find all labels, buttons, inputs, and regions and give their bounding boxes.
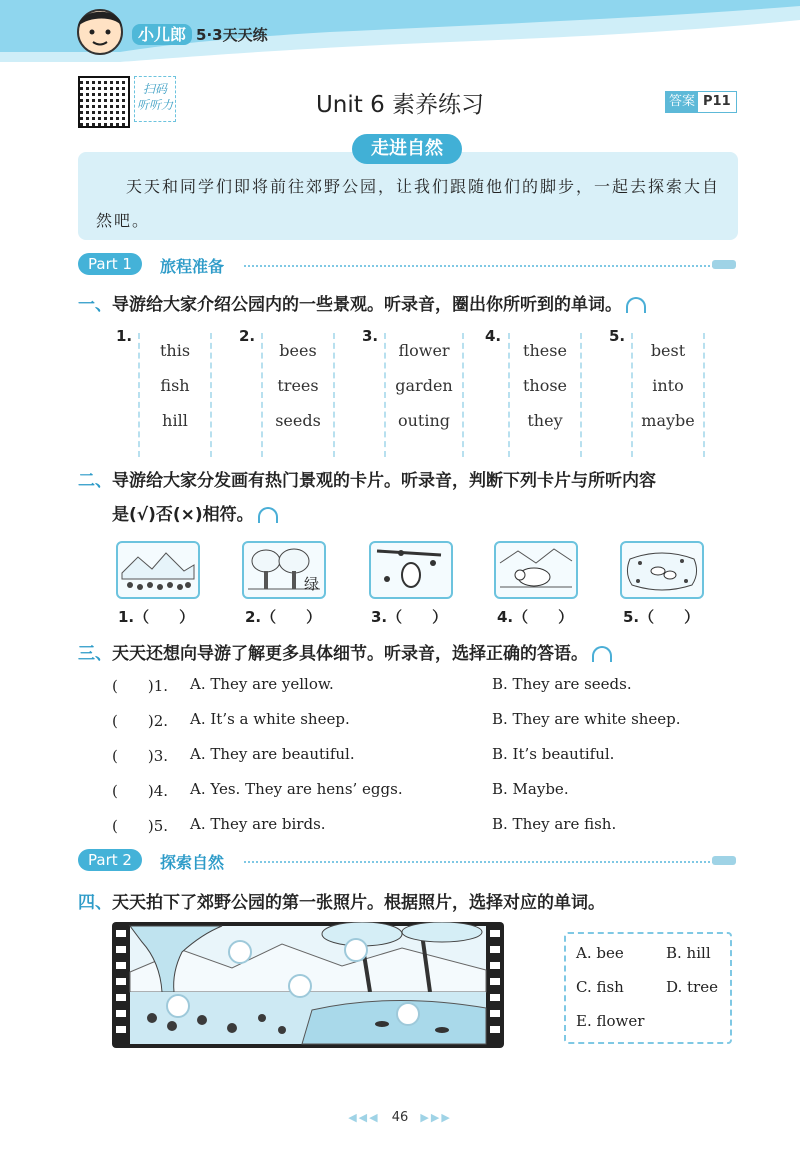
left-arrows-icon: ◀◀◀: [348, 1111, 380, 1124]
q2-answer[interactable]: 4.（ ）: [497, 608, 574, 626]
q1-text: 导游给大家介绍公园内的一些景观。听录音，圈出你所听到的单词。: [112, 295, 622, 315]
q3-option-b[interactable]: B. They are fish.: [492, 815, 617, 833]
word-option[interactable]: outing: [397, 411, 451, 430]
q2-answer[interactable]: 2.（ ）: [245, 608, 322, 626]
q1-group-num: 2.: [239, 327, 256, 345]
picture-card-fish: [620, 541, 704, 599]
intro-label: 走进自然: [352, 134, 462, 164]
page-number-text: 46: [391, 1110, 409, 1125]
picture-card-bees: [369, 541, 453, 599]
q4-prefix: 四、: [78, 893, 112, 913]
q3-num[interactable]: ( )2.: [112, 712, 169, 730]
intro-text: 天天和同学们即将前往郊野公园，让我们跟随他们的脚步，一起去探索大自然吧。: [96, 177, 721, 230]
q4-heading: [78, 888, 605, 913]
part1-name: 旅程准备: [160, 257, 225, 276]
headphones-icon[interactable]: [626, 297, 646, 313]
scan-line2: 听听力: [136, 98, 173, 112]
q3-option-a[interactable]: A. It’s a white sheep.: [190, 710, 350, 728]
q3-option-b[interactable]: B. Maybe.: [492, 780, 569, 798]
q3-option-b[interactable]: B. They are seeds.: [492, 675, 632, 693]
q3-num[interactable]: ( )5.: [112, 817, 169, 835]
word-option[interactable]: garden: [395, 376, 453, 395]
picture-card-sheep: [494, 541, 578, 599]
q3-num[interactable]: ( )3.: [112, 747, 169, 765]
part2-tag: Part 2: [78, 849, 142, 871]
header-band: [0, 0, 800, 62]
word-option[interactable]: maybe: [641, 411, 695, 430]
divider: [244, 861, 714, 863]
q1-word-card: [384, 333, 464, 457]
word-option[interactable]: hill: [162, 411, 188, 430]
q2-heading: [78, 466, 656, 491]
q1-group-num: 1.: [116, 327, 133, 345]
scan-line1: 扫码: [142, 82, 167, 96]
q1-word-card: [508, 333, 582, 457]
q4-text: 天天拍下了郊野公园的第一张照片。根据照片，选择对应的单词。: [112, 893, 605, 913]
page-title: Unit 6 素养练习: [315, 92, 485, 118]
q3-prefix: 三、: [78, 644, 112, 664]
park-photo: [112, 922, 504, 1048]
brand-main: 小儿郎: [132, 24, 192, 45]
word-option[interactable]: into: [652, 376, 684, 395]
answer-ref: [665, 91, 737, 113]
q3-option-b[interactable]: B. They are white sheep.: [492, 710, 681, 728]
q3-option-a[interactable]: A. Yes. They are hens’ eggs.: [190, 780, 403, 798]
pencil-icon: [712, 856, 736, 865]
headphones-icon[interactable]: [592, 646, 612, 662]
word-options-box: [564, 932, 732, 1044]
option-item: D. tree: [666, 978, 718, 996]
word-option[interactable]: they: [527, 411, 563, 430]
q1-word-card: [261, 333, 335, 457]
word-option[interactable]: flower: [398, 341, 450, 360]
page-number: [0, 1110, 800, 1125]
brand-sub: 5·3天天练: [196, 26, 268, 44]
q2-heading-line2: [112, 500, 278, 525]
headphones-icon[interactable]: [258, 507, 278, 523]
q1-group-num: 5.: [609, 327, 626, 345]
word-option[interactable]: fish: [160, 376, 190, 395]
q1-word-card: [631, 333, 705, 457]
answer-page: P11: [703, 94, 731, 109]
answer-label: 答案: [666, 92, 698, 112]
q1-heading: [78, 290, 646, 315]
word-option[interactable]: these: [523, 341, 567, 360]
option-item: E. flower: [576, 1012, 645, 1030]
picture-card-hill: [116, 541, 200, 599]
q2-answer[interactable]: 5.（ ）: [623, 608, 700, 626]
q3-num[interactable]: ( )4.: [112, 782, 169, 800]
q2-answer[interactable]: 3.（ ）: [371, 608, 448, 626]
word-option[interactable]: bees: [279, 341, 317, 360]
q1-word-card: [138, 333, 212, 457]
picture-card-trees: [242, 541, 326, 599]
option-item: A. bee: [576, 944, 624, 962]
word-option[interactable]: seeds: [275, 411, 321, 430]
pencil-icon: [712, 260, 736, 269]
right-arrows-icon: ▶▶▶: [420, 1111, 452, 1124]
q3-option-a[interactable]: A. They are birds.: [190, 815, 326, 833]
q3-num[interactable]: ( )1.: [112, 677, 169, 695]
q3-option-a[interactable]: A. They are yellow.: [190, 675, 334, 693]
word-option[interactable]: this: [159, 341, 191, 360]
option-item: C. fish: [576, 978, 624, 996]
q2-text-line1: 导游给大家分发画有热门景观的卡片。听录音，判断下列卡片与所听内容: [112, 471, 656, 491]
part2-name: 探索自然: [160, 853, 225, 872]
word-option[interactable]: trees: [277, 376, 319, 395]
q2-answer[interactable]: 1.（ ）: [118, 608, 195, 626]
card-char: 绿: [304, 575, 320, 593]
q2-text-line2: 是(√)否(×)相符。: [112, 505, 254, 525]
part1-tag: Part 1: [78, 253, 142, 275]
q3-option-a[interactable]: A. They are beautiful.: [190, 745, 355, 763]
word-option[interactable]: best: [650, 341, 686, 360]
q1-group-num: 4.: [485, 327, 502, 345]
q1-prefix: 一、: [78, 295, 112, 315]
q3-heading: [78, 639, 612, 664]
brand-logo: [132, 22, 268, 45]
divider: [244, 265, 714, 267]
option-item: B. hill: [666, 944, 711, 962]
q3-text: 天天还想向导游了解更多具体细节。听录音，选择正确的答语。: [112, 644, 588, 664]
q3-option-b[interactable]: B. It’s beautiful.: [492, 745, 615, 763]
q2-prefix: 二、: [78, 471, 112, 491]
word-option[interactable]: those: [522, 376, 568, 395]
q1-group-num: 3.: [362, 327, 379, 345]
